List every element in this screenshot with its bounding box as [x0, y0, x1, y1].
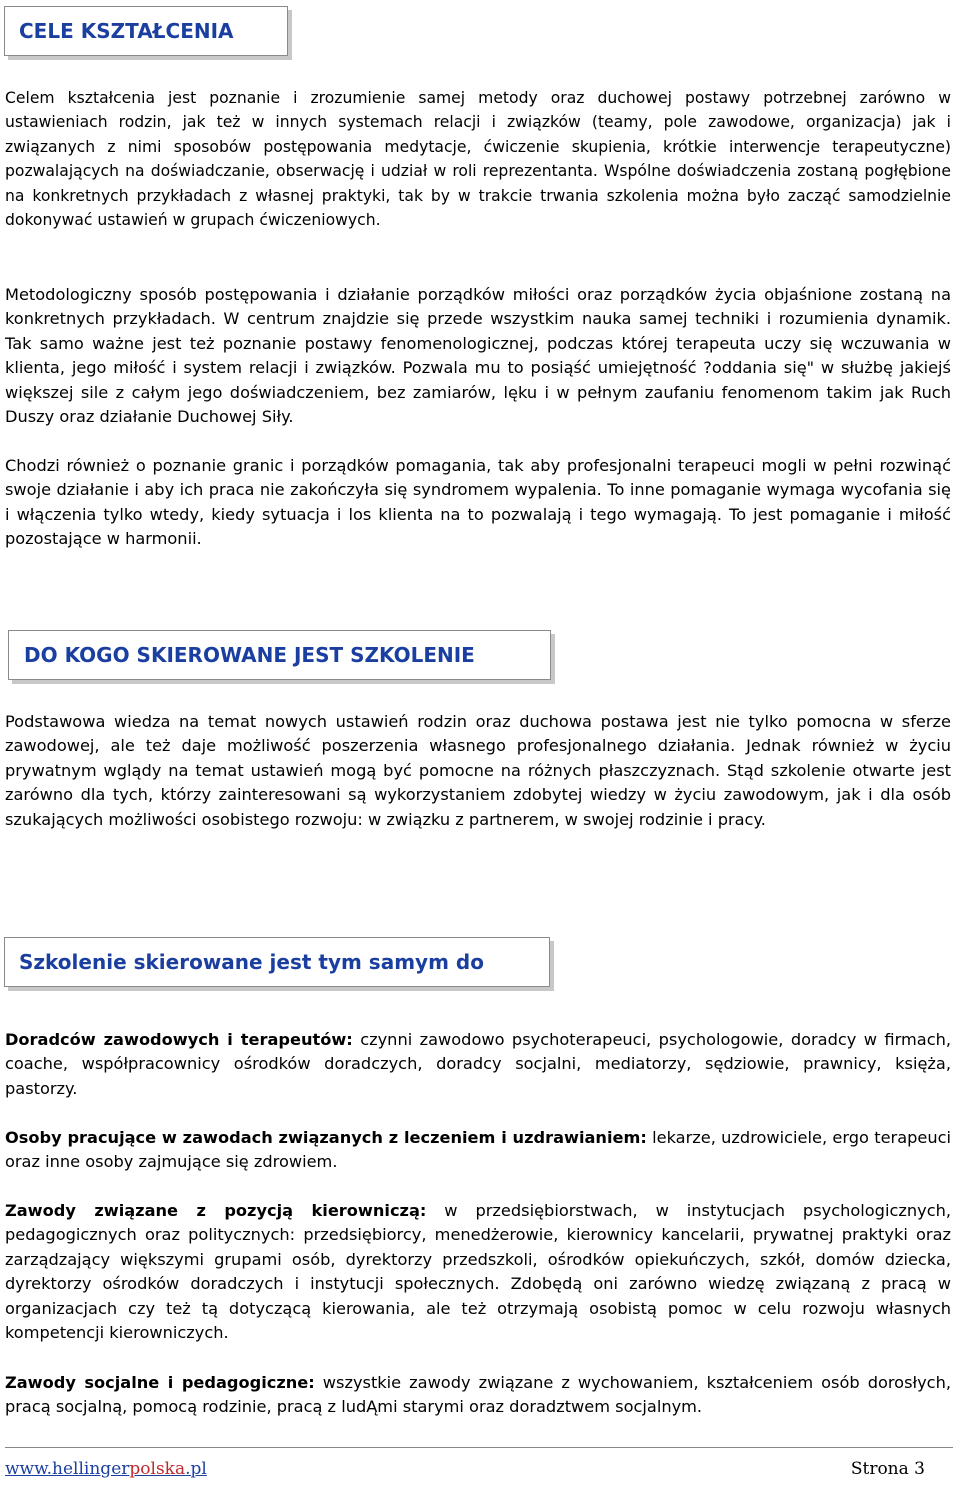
group-label: Osoby pracujące w zawodach związanych z leczeniem i uzdrawianiem: [5, 1128, 647, 1147]
group-paragraph [5, 1126, 951, 1175]
group-text: w przedsiębiorstwach, w instytucjach psychologicznych, pedagogicznych oraz politycznych: przedsiębiorcy, menedżerowie, kierownicy kancelarii, prywatnej praktyki oraz zarządzający większymi grupami osób, dyrektorzy przedszkoli, ośrodków opiekuńczych, szkół, domów dziecka, dyrektorzy ośrodków doradczych i instytucji społecznych. Zdobędą oni zarówno wiedzę związaną z pracą w organizacjach czy też tą dotyczącą kierowania, ale też otrzymają osobistą pomoc w celu rozwoju własnych kompetencji kierowniczych. [5, 1201, 951, 1343]
section-title-tym-text: Szkolenie skierowane jest tym samym do [19, 950, 484, 974]
group-text: lekarze, uzdrowiciele, ergo terapeuci oraz inne osoby zajmujące się zdrowiem. [5, 1128, 951, 1172]
page-number: Strona 3 [850, 1459, 925, 1479]
group-paragraph [5, 1199, 951, 1345]
section-title-cele [4, 6, 288, 56]
group-paragraph [5, 1028, 951, 1101]
paragraph-cele-2: Metodologiczny sposób postępowania i działanie porządków miłości oraz porządków życia objaśnione zostaną na konkretnych przykładach. W centrum znajdzie się przede wszystkim nauka samej techniki i rozumienia dynamik. Tak samo ważne jest też poznanie postawy fenomenologicznej, podczas której terapeuta uczy się wczuwania w klienta, jego miłość i system relacji i związków. Pozwala mu to posiąść umiejętność ?oddania się" w służbę jakiejś większej sile z całym jego doświadczeniem, bez zamiarów, lęku i w pełnym zaufaniu fenomenom takim jak Ruch Duszy oraz działanie Duchowej Siły. [5, 285, 951, 427]
footer-url-part: .pl [185, 1459, 207, 1479]
footer-divider [5, 1447, 953, 1448]
footer-website-link[interactable] [5, 1459, 207, 1479]
section-title-tym [4, 937, 550, 987]
group-label: Doradców zawodowych i terapeutów: [5, 1030, 353, 1049]
page-footer [5, 1459, 925, 1479]
section-title-cele-text: CELE KSZTAŁCENIA [19, 19, 234, 43]
paragraph-cele-3: Chodzi również o poznanie granic i porządków pomagania, tak aby profesjonalni terapeuci mogli w pełni rozwinąć swoje działanie i aby ich praca nie zakończyła się syndromem wypalenia. To inne pomaganie wymaga wycofania się i włączenia tylko wtedy, kiedy sytuacja i los klienta na to pozwalają i tego wymagają. To jest pomaganie i miłość pozostające w harmonii. [5, 456, 951, 549]
group-label: Zawody związane z pozycją kierowniczą: [5, 1201, 427, 1220]
paragraph-cele-1: Celem kształcenia jest poznanie i zrozumienie samej metody oraz duchowej postawy potrzebnej zarówno w ustawieniach rodzin, jak też w innych systemach relacji i związków (teamy, pole zawodowe, organizacja) jak i związanych z nimi sposobów postępowania medytacje, ćwiczenie skupienia, krótkie interwencje terapeutyczne) pozwalających na doświadczanie, obserwację i udział w roli reprezentanta. Wspólne doświadczenia zostaną pogłębione na konkretnych przykładach z własnej praktyki, tak by w trakcie trwania szkolenia można było zacząć samodzielnie dokonywać ustawień w grupach ćwiczeniowych. [5, 89, 951, 230]
group-paragraph [5, 1371, 951, 1420]
paragraph-kogo-1: Podstawowa wiedza na temat nowych ustawień rodzin oraz duchowa postawa jest nie tylko pomocna w sferze zawodowej, ale też daje możliwość poszerzenia własnego profesjonalnego działania. Jednak również w życiu prywatnym wglądy na temat ustawień mogą być pomocne na różnych płaszczyznach. Stąd szkolenie otwarte jest zarówno dla tych, którzy zainteresowani są wykorzystaniem zdobytej wiedzy w życiu zawodowym, jak i dla osób szukających możliwości osobistego rozwoju: w związku z partnerem, w swojej rodzinie i pracy. [5, 712, 951, 829]
section-title-kogo [8, 630, 551, 680]
group-text: czynni zawodowo psychoterapeuci, psychologowie, doradcy w firmach, coache, współpracownicy ośrodków doradczych, doradcy socjalni, mediatorzy, sędziowie, prawnicy, księża, pastorzy. [5, 1030, 951, 1098]
group-text: wszystkie zawody związane z wychowaniem, kształceniem osób dorosłych, pracą socjalną, pomocą rodzinie, pracą z ludĄmi starymi oraz doradztwem socjalnym. [5, 1373, 951, 1417]
group-label: Zawody socjalne i pedagogiczne: [5, 1373, 315, 1392]
footer-url-part: www.hellinger [5, 1459, 130, 1479]
section-title-kogo-text: DO KOGO SKIEROWANE JEST SZKOLENIE [24, 643, 475, 667]
footer-url-part: polska [129, 1459, 186, 1479]
